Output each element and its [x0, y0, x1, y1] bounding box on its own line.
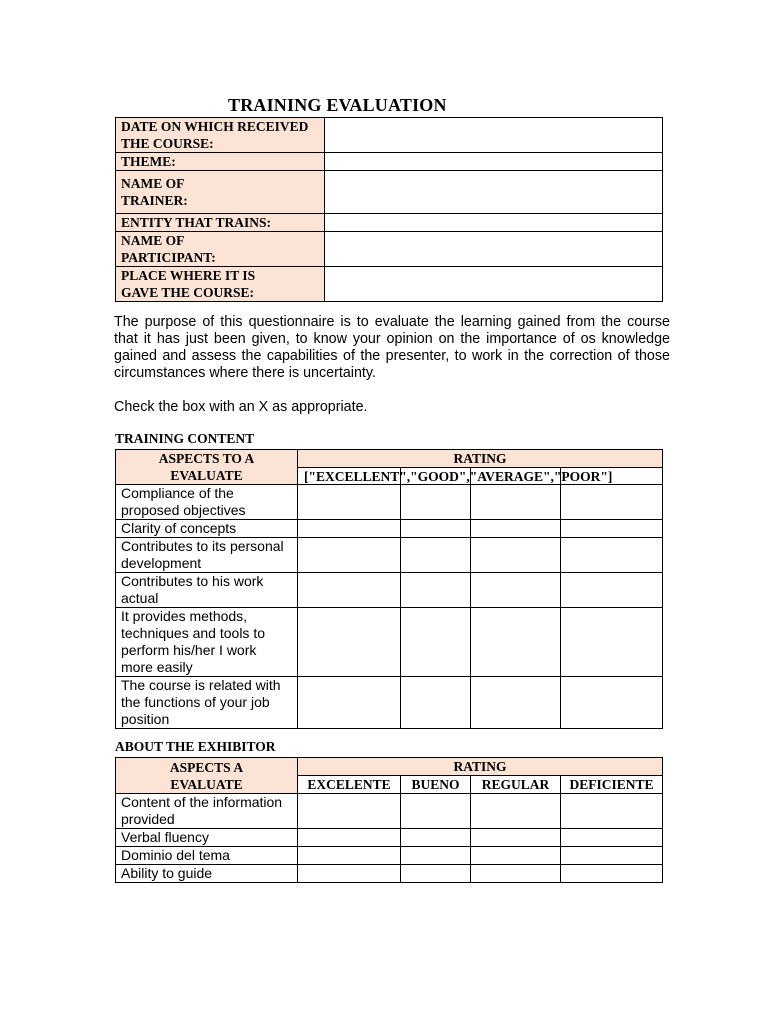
rating-cell[interactable]	[471, 847, 561, 865]
rating-cell[interactable]	[471, 538, 561, 573]
table-row	[116, 538, 663, 573]
info-value-place[interactable]	[325, 267, 663, 302]
rating-divider	[560, 467, 561, 485]
rating-cell[interactable]	[561, 865, 663, 883]
rating-cell[interactable]	[561, 847, 663, 865]
table-row	[116, 829, 663, 847]
instruction-text: Check the box with an X as appropriate.	[114, 399, 368, 415]
aspect-label: It provides methods, techniques and tools to perform his/her I work more easily	[116, 608, 298, 677]
rating-header: RATING	[298, 450, 663, 468]
rating-header: RATING	[298, 758, 663, 776]
rating-column-bueno: BUENO	[401, 776, 471, 794]
rating-cell[interactable]	[401, 847, 471, 865]
rating-cell[interactable]	[471, 829, 561, 847]
info-label-theme: THEME:	[116, 153, 325, 171]
rating-cell[interactable]	[471, 485, 561, 520]
aspect-label: Contributes to its personal development	[116, 538, 298, 573]
aspect-label: Content of the information provided	[116, 794, 298, 829]
rating-cell[interactable]	[298, 847, 401, 865]
info-value-participant[interactable]	[325, 232, 663, 267]
rating-column-regular: REGULAR	[471, 776, 561, 794]
rating-cell[interactable]	[298, 573, 401, 608]
info-label-entity: ENTITY THAT TRAINS:	[116, 214, 325, 232]
page-title: TRAINING EVALUATION	[228, 95, 447, 115]
rating-cell[interactable]	[561, 538, 663, 573]
info-label-date: DATE ON WHICH RECEIVED THE COURSE:	[116, 118, 325, 153]
table-row	[116, 677, 663, 729]
info-row	[116, 267, 663, 302]
course-info-table	[115, 117, 663, 302]
training-content-table	[115, 449, 663, 729]
table-row	[116, 794, 663, 829]
rating-cell[interactable]	[401, 794, 471, 829]
rating-cell[interactable]	[401, 677, 471, 729]
table-row	[116, 485, 663, 520]
aspect-label: Verbal fluency	[116, 829, 298, 847]
rating-cell[interactable]	[298, 865, 401, 883]
rating-cell[interactable]	[401, 608, 471, 677]
rating-cell[interactable]	[471, 608, 561, 677]
rating-column-excelente: EXCELENTE	[298, 776, 401, 794]
aspect-label: Contributes to his work actual	[116, 573, 298, 608]
info-label-place: PLACE WHERE IT IS GAVE THE COURSE:	[116, 267, 325, 302]
rating-cell[interactable]	[561, 608, 663, 677]
rating-cell[interactable]	[561, 520, 663, 538]
rating-cell[interactable]	[471, 677, 561, 729]
rating-cell[interactable]	[401, 538, 471, 573]
rating-cell[interactable]	[471, 865, 561, 883]
training-content-title: TRAINING CONTENT	[115, 431, 255, 446]
rating-cell[interactable]	[298, 520, 401, 538]
aspect-label: The course is related with the functions of your job position	[116, 677, 298, 729]
rating-cell[interactable]	[298, 538, 401, 573]
table-row	[116, 520, 663, 538]
rating-cell[interactable]	[471, 794, 561, 829]
rating-column-deficiente: DEFICIENTE	[561, 776, 663, 794]
aspect-label: Clarity of concepts	[116, 520, 298, 538]
aspect-label: Dominio del tema	[116, 847, 298, 865]
aspects-header: ASPECTS TO A EVALUATE	[116, 450, 298, 485]
rating-cell[interactable]	[561, 677, 663, 729]
aspect-label: Ability to guide	[116, 865, 298, 883]
rating-cell[interactable]	[471, 573, 561, 608]
info-label-participant: NAME OF PARTICIPANT:	[116, 232, 325, 267]
rating-cell[interactable]	[298, 485, 401, 520]
rating-cell[interactable]	[401, 573, 471, 608]
rating-cell[interactable]	[561, 829, 663, 847]
aspects-header: ASPECTS A EVALUATE	[116, 758, 298, 794]
purpose-paragraph: The purpose of this questionnaire is to evaluate the learning gained from the course that it has just been given, to know your opinion on the importance of os knowledge gained and assess the capabilities of the presenter, to work in the correction of those circumstances where there is uncertainty.	[114, 314, 670, 381]
rating-cell[interactable]	[401, 865, 471, 883]
rating-columns-text: ["EXCELLENT","GOOD","AVERAGE","POOR"]	[304, 469, 613, 484]
info-value-trainer[interactable]	[325, 171, 663, 214]
table-row	[116, 573, 663, 608]
aspect-label: Compliance of the proposed objectives	[116, 485, 298, 520]
exhibitor-title: ABOUT THE EXHIBITOR	[115, 739, 276, 754]
intro-text	[114, 314, 670, 416]
info-value-entity[interactable]	[325, 214, 663, 232]
info-value-theme[interactable]	[325, 153, 663, 171]
rating-cell[interactable]	[298, 608, 401, 677]
rating-cell[interactable]	[401, 829, 471, 847]
table-row	[116, 608, 663, 677]
info-row	[116, 171, 663, 214]
rating-columns-header	[298, 468, 663, 485]
rating-cell[interactable]	[561, 573, 663, 608]
table-row	[116, 865, 663, 883]
rating-cell[interactable]	[561, 485, 663, 520]
rating-divider	[470, 467, 471, 485]
rating-cell[interactable]	[298, 794, 401, 829]
info-value-date[interactable]	[325, 118, 663, 153]
rating-cell[interactable]	[561, 794, 663, 829]
rating-cell[interactable]	[401, 485, 471, 520]
info-row	[116, 153, 663, 171]
info-row	[116, 118, 663, 153]
info-row	[116, 214, 663, 232]
rating-divider	[400, 467, 401, 485]
table-row	[116, 847, 663, 865]
info-row	[116, 232, 663, 267]
rating-cell[interactable]	[401, 520, 471, 538]
info-label-trainer: NAME OF TRAINER:	[116, 171, 325, 214]
exhibitor-table	[115, 757, 663, 883]
rating-cell[interactable]	[298, 829, 401, 847]
rating-cell[interactable]	[298, 677, 401, 729]
rating-cell[interactable]	[471, 520, 561, 538]
